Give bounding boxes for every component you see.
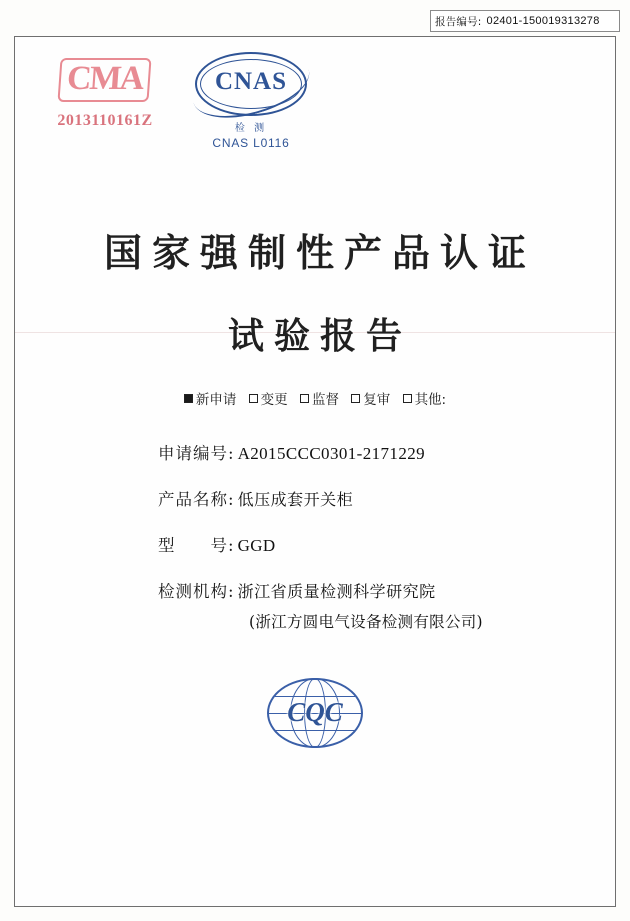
field-value-testing-institution-second-line: (浙江方圆电气设备检测有限公司) [249, 613, 483, 631]
cqc-logo-icon [267, 678, 363, 748]
field-colon-product-name: : [228, 490, 234, 509]
field-list [0, 440, 630, 652]
checkbox-label-change: 变更 [260, 392, 288, 408]
cnas-mark-block [176, 52, 326, 150]
checkbox-label-new: 新申请 [195, 392, 237, 408]
field-value-testing-institution: 浙江省质量检测科学研究院 [237, 582, 436, 601]
checkbox-icon-change[interactable] [249, 394, 258, 403]
field-colon-application-number: : [228, 444, 234, 463]
field-row-product-name [0, 486, 630, 510]
checkbox-icon-supervision[interactable] [300, 394, 309, 403]
checkbox-label-other: 其他: [414, 392, 447, 408]
cqc-latitude-lower [275, 730, 355, 731]
cnas-logo-icon [195, 52, 307, 116]
field-value-model: GGD [237, 536, 276, 555]
field-label-testing-institution: 检测机构 [158, 582, 228, 601]
checkbox-label-review: 复审 [363, 392, 391, 408]
cnas-logo-text: CNAS [214, 68, 288, 95]
cma-logo-icon: CMA [58, 58, 152, 102]
field-label-application-number: 申请编号 [158, 444, 228, 463]
cma-certificate-number: 2013110161Z [57, 112, 153, 129]
field-value-application-number: A2015CCC0301-2171229 [237, 444, 426, 463]
field-label-model: 型 号 [158, 536, 228, 555]
document-title: 国家强制性产品认证 [103, 230, 536, 275]
cnas-sub-text: 检 测 [234, 123, 268, 134]
field-value-product-name: 低压成套开关柜 [237, 490, 354, 509]
accreditation-marks [0, 58, 630, 188]
report-number-value: 02401-150019313278 [486, 15, 600, 27]
checkbox-icon-other[interactable] [403, 394, 412, 403]
checkbox-label-supervision: 监督 [311, 392, 339, 408]
field-row-testing-institution [0, 578, 630, 602]
application-type-row [0, 388, 630, 408]
report-number-box [430, 10, 620, 32]
cnas-lab-code: CNAS L0116 [212, 136, 290, 150]
checkbox-item-new[interactable] [184, 388, 237, 408]
field-row-application-number [0, 440, 630, 464]
field-label-product-name: 产品名称 [158, 490, 228, 509]
checkbox-icon-new[interactable] [184, 394, 193, 403]
report-number-label: 报告编号: [435, 15, 482, 28]
checkbox-item-change[interactable] [249, 388, 288, 408]
document-subtitle: 试验报告 [227, 315, 412, 357]
cma-mark-block [40, 58, 170, 130]
checkbox-icon-review[interactable] [351, 394, 360, 403]
cqc-logo-text: CQC [287, 696, 343, 727]
checkbox-item-review[interactable] [351, 388, 390, 408]
checkbox-item-other[interactable] [403, 388, 447, 408]
field-row-model [0, 532, 630, 556]
field-colon-model: : [228, 536, 234, 555]
checkbox-item-supervision[interactable] [300, 388, 339, 408]
field-colon-testing-institution: : [228, 582, 234, 601]
